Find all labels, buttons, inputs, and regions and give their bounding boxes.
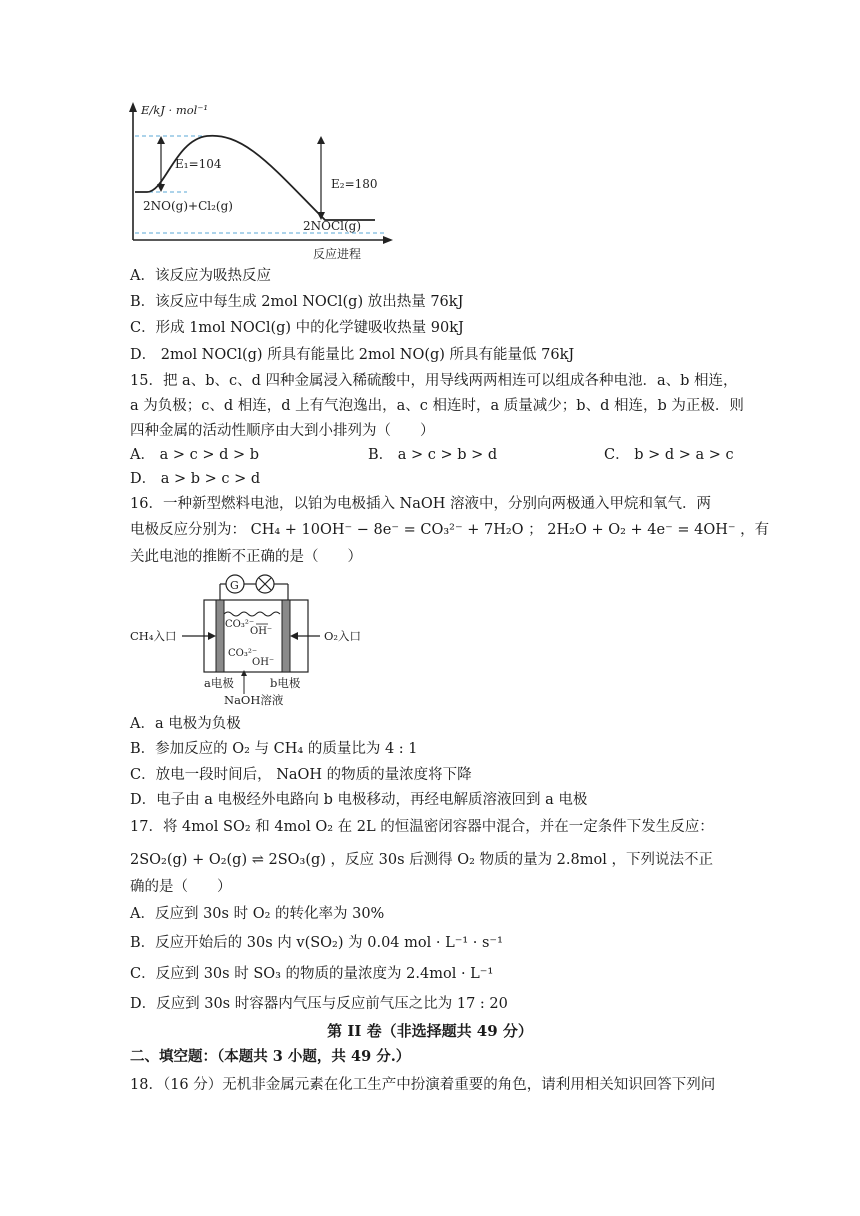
energy-diagram bbox=[125, 100, 395, 265]
e2-label: E₂=180 bbox=[331, 177, 378, 191]
q16-option-b: B．参加反应的 O₂ 与 CH₄ 的质量比为 4 : 1 bbox=[130, 741, 418, 757]
oh-ion-bottom: OH⁻ bbox=[252, 657, 275, 668]
oh-ion-top: OH⁻ bbox=[250, 626, 273, 637]
q14-option-b: B．该反应中每生成 2mol NOCl(g) 放出热量 76kJ bbox=[130, 294, 464, 310]
x-axis-label: 反应进程 bbox=[313, 247, 362, 261]
q16-option-d: D．电子由 a 电极经外电路向 b 电极移动，再经电解质溶液回到 a 电极 bbox=[130, 792, 588, 808]
q17-option-d: D．反应到 30s 时容器内气压与反应前气压之比为 17 : 20 bbox=[130, 996, 508, 1012]
q17-option-a: A．反应到 30s 时 O₂ 的转化率为 30% bbox=[130, 906, 385, 922]
q17-stem-line2: 2SO₂(g) + O₂(g) ⇌ 2SO₃(g) ，反应 30s 后测得 O₂ 物质的量为 2.8mol ，下列说法不正 bbox=[130, 852, 713, 868]
q15-stem-line1: 15．把 a、b、c、d 四种金属浸入稀硫酸中，用导线两两相连可以组成各种电池．a、b 相连， bbox=[130, 373, 738, 389]
q14-option-d: D． 2mol NOCl(g) 所具有能量比 2mol NO(g) 所具有能量低 76kJ bbox=[130, 347, 575, 363]
section-title: 第 II 卷（非选择题共 49 分） bbox=[327, 1022, 533, 1040]
q16-option-c: C．放电一段时间后， NaOH 的物质的量浓度将下降 bbox=[130, 767, 472, 783]
co3-ion-top: CO₃²⁻ bbox=[225, 619, 255, 630]
q14-option-a: A．该反应为吸热反应 bbox=[130, 268, 271, 284]
q16-option-a: A．a 电极为负极 bbox=[130, 716, 241, 732]
q15-option-a: A． a > c > d > b bbox=[130, 447, 260, 463]
co3-ion-bottom: CO₃²⁻ bbox=[228, 648, 258, 659]
q17-option-b: B．反应开始后的 30s 内 v(SO₂) 为 0.04 mol · L⁻¹ · s⁻¹ bbox=[130, 935, 503, 951]
q15-option-b: B． a > c > b > d bbox=[368, 447, 498, 463]
q15-option-c: C． b > d > a > c bbox=[604, 447, 734, 463]
q17-stem-line3: 确的是（ ） bbox=[130, 879, 232, 895]
e1-label: E₁=104 bbox=[175, 157, 222, 171]
a-electrode-label: a电极 bbox=[204, 676, 234, 690]
q17-stem-line1: 17．将 4mol SO₂ 和 4mol O₂ 在 2L 的恒温密闭容器中混合，并在一定条件下发生反应： bbox=[130, 819, 714, 835]
product-label: 2NOCl(g) bbox=[303, 219, 362, 233]
b-electrode-label: b电极 bbox=[270, 676, 301, 690]
q17-option-c: C．反应到 30s 时 SO₃ 的物质的量浓度为 2.4mol · L⁻¹ bbox=[130, 966, 494, 982]
q15-stem-line3: 四种金属的活动性顺序由大到小排列为（ ） bbox=[130, 423, 435, 439]
naoh-solution-label: NaOH溶液 bbox=[224, 693, 284, 707]
y-axis-label: E/kJ · mol⁻¹ bbox=[141, 103, 209, 117]
q16-stem-line2: 电极反应分别为： CH₄ + 10OH⁻ − 8e⁻ = CO₃²⁻ + 7H₂O ； 2H₂O + O₂ + 4e⁻ = 4OH⁻ ，有 bbox=[130, 522, 770, 538]
q14-option-c: C．形成 1mol NOCl(g) 中的化学键吸收热量 90kJ bbox=[130, 320, 464, 336]
fuel-cell-diagram bbox=[128, 570, 378, 710]
galvanometer-label: G bbox=[230, 579, 239, 592]
part-heading: 二、填空题：（本题共 3 小题，共 49 分.） bbox=[130, 1048, 411, 1065]
q15-option-d: D． a > b > c > d bbox=[130, 471, 261, 487]
o2-inlet-label: O₂入口 bbox=[324, 629, 362, 643]
q16-stem-line3: 关此电池的推断不正确的是（ ） bbox=[130, 549, 362, 565]
q16-stem-line1: 16．一种新型燃料电池，以铂为电极插入 NaOH 溶液中，分别向两极通入甲烷和氧气．两 bbox=[130, 496, 712, 512]
q15-stem-line2: a 为负极；c、d 相连，d 上有气泡逸出，a、c 相连时，a 质量减少；b、d 相连，b 为正极．则 bbox=[130, 398, 744, 414]
reactant-label: 2NO(g)+Cl₂(g) bbox=[143, 199, 233, 213]
q18-stem-line1: 18．（16 分）无机非金属元素在化工生产中扮演着重要的角色，请利用相关知识回答下列问 bbox=[130, 1077, 716, 1093]
ch4-inlet-label: CH₄入口 bbox=[130, 629, 177, 643]
